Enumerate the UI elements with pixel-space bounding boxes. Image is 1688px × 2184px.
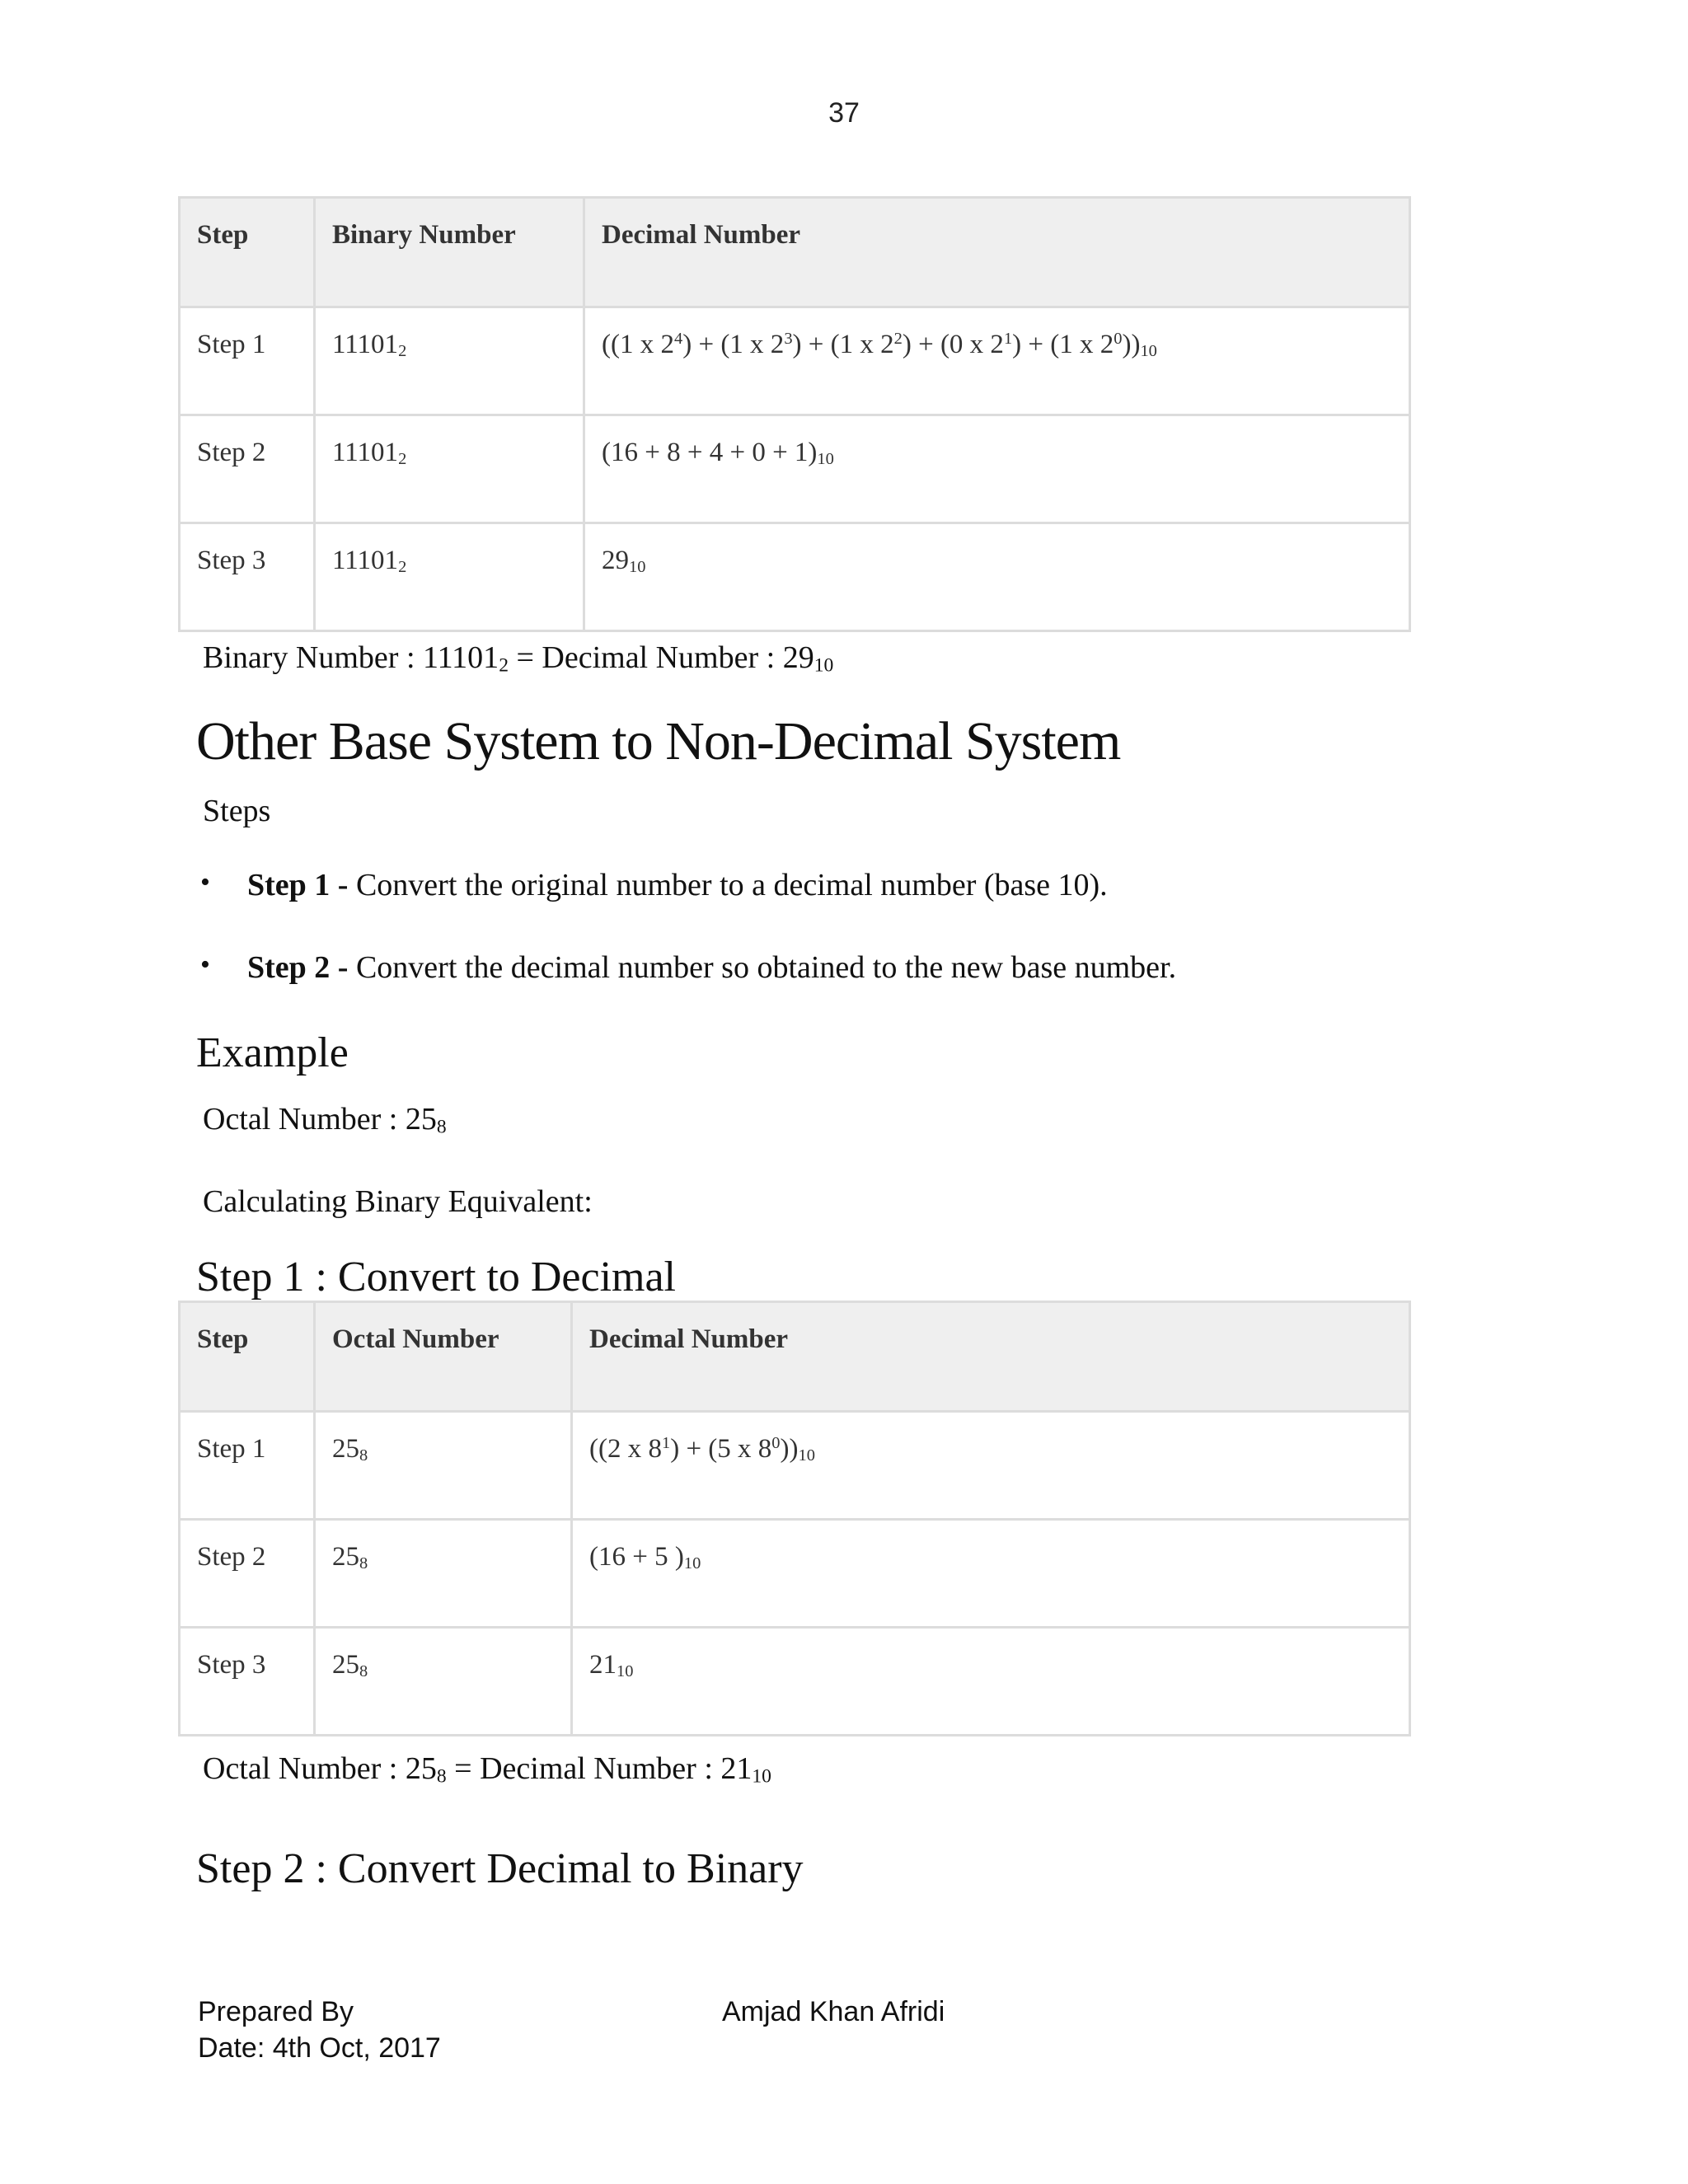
decimal-cell: ((2 x $8^1) + (5$ x $8^0))10$ <box>572 1412 1410 1520</box>
footer-prepared-by: Prepared By <box>198 1996 354 2027</box>
step-cell: Step 2 <box>180 1520 315 1628</box>
table-header-row <box>180 1302 1410 1412</box>
footer-date: Date: 4th Oct, 2017 <box>198 2032 441 2064</box>
octal-number-line: Octal Number : $25_8$ <box>203 1102 447 1138</box>
section-heading: Other Base System to Non-Decimal System <box>196 711 1121 771</box>
table-row <box>180 1628 1410 1736</box>
octal-cell: 258 <box>315 1628 572 1736</box>
calculating-line: Calculating Binary Equivalent: <box>203 1184 593 1219</box>
binary-to-decimal-table <box>178 196 1411 632</box>
decimal-cell: 2910 <box>584 523 1410 631</box>
octal-cell: 258 <box>315 1520 572 1628</box>
table-row <box>180 415 1410 523</box>
column-header: Step <box>180 1302 315 1412</box>
step-cell: Step 1 <box>180 307 315 415</box>
binary-cell: 111012 <box>315 523 584 631</box>
octal-to-decimal-table <box>178 1301 1411 1736</box>
list-item: • Step 1 - Convert the original number to a decimal number (base 10). <box>247 867 1176 949</box>
octal-summary-line: Octal Number : $25_8$ = Decimal Number : $21_{10}$ <box>203 1751 771 1788</box>
column-header: Decimal Number <box>584 198 1410 307</box>
column-header: Octal Number <box>315 1302 572 1412</box>
column-header: Step <box>180 198 315 307</box>
step-cell: Step 3 <box>180 523 315 631</box>
table-row <box>180 523 1410 631</box>
binary-cell: 111012 <box>315 415 584 523</box>
page-number: 37 <box>828 97 860 129</box>
binary-summary-line: Binary Number : $11101_2$ = Decimal Number : $29_{10}$ <box>203 640 834 677</box>
footer-author: Amjad Khan Afridi <box>722 1996 945 2027</box>
column-header: Decimal Number <box>572 1302 1410 1412</box>
binary-cell: 111012 <box>315 307 584 415</box>
decimal-cell: 2110 <box>572 1628 1410 1736</box>
column-header: Binary Number <box>315 198 584 307</box>
step-cell: Step 1 <box>180 1412 315 1520</box>
table-row <box>180 1520 1410 1628</box>
table-header-row <box>180 198 1410 307</box>
step1-heading: Step 1 : Convert to Decimal <box>196 1254 677 1301</box>
list-item: • Step 2 - Convert the decimal number so obtained to the new base number. <box>247 949 1176 1032</box>
decimal-cell: ((1 x $2^4) + (1$ x $2^3) + (1$ x $2^2) + (0$ x $2^1) + (1$ x $2^0))10$ <box>584 307 1410 415</box>
table-row <box>180 307 1410 415</box>
octal-cell: 258 <box>315 1412 572 1520</box>
decimal-cell: (16 + 5 )10 <box>572 1520 1410 1628</box>
step-cell: Step 3 <box>180 1628 315 1736</box>
steps-label: Steps <box>203 794 271 828</box>
example-heading: Example <box>196 1029 349 1076</box>
table-row <box>180 1412 1410 1520</box>
steps-list <box>247 867 1176 1032</box>
step-cell: Step 2 <box>180 415 315 523</box>
step2-heading: Step 2 : Convert Decimal to Binary <box>196 1845 804 1892</box>
decimal-cell: (16 + 8 + 4 + 0 + 1)10 <box>584 415 1410 523</box>
